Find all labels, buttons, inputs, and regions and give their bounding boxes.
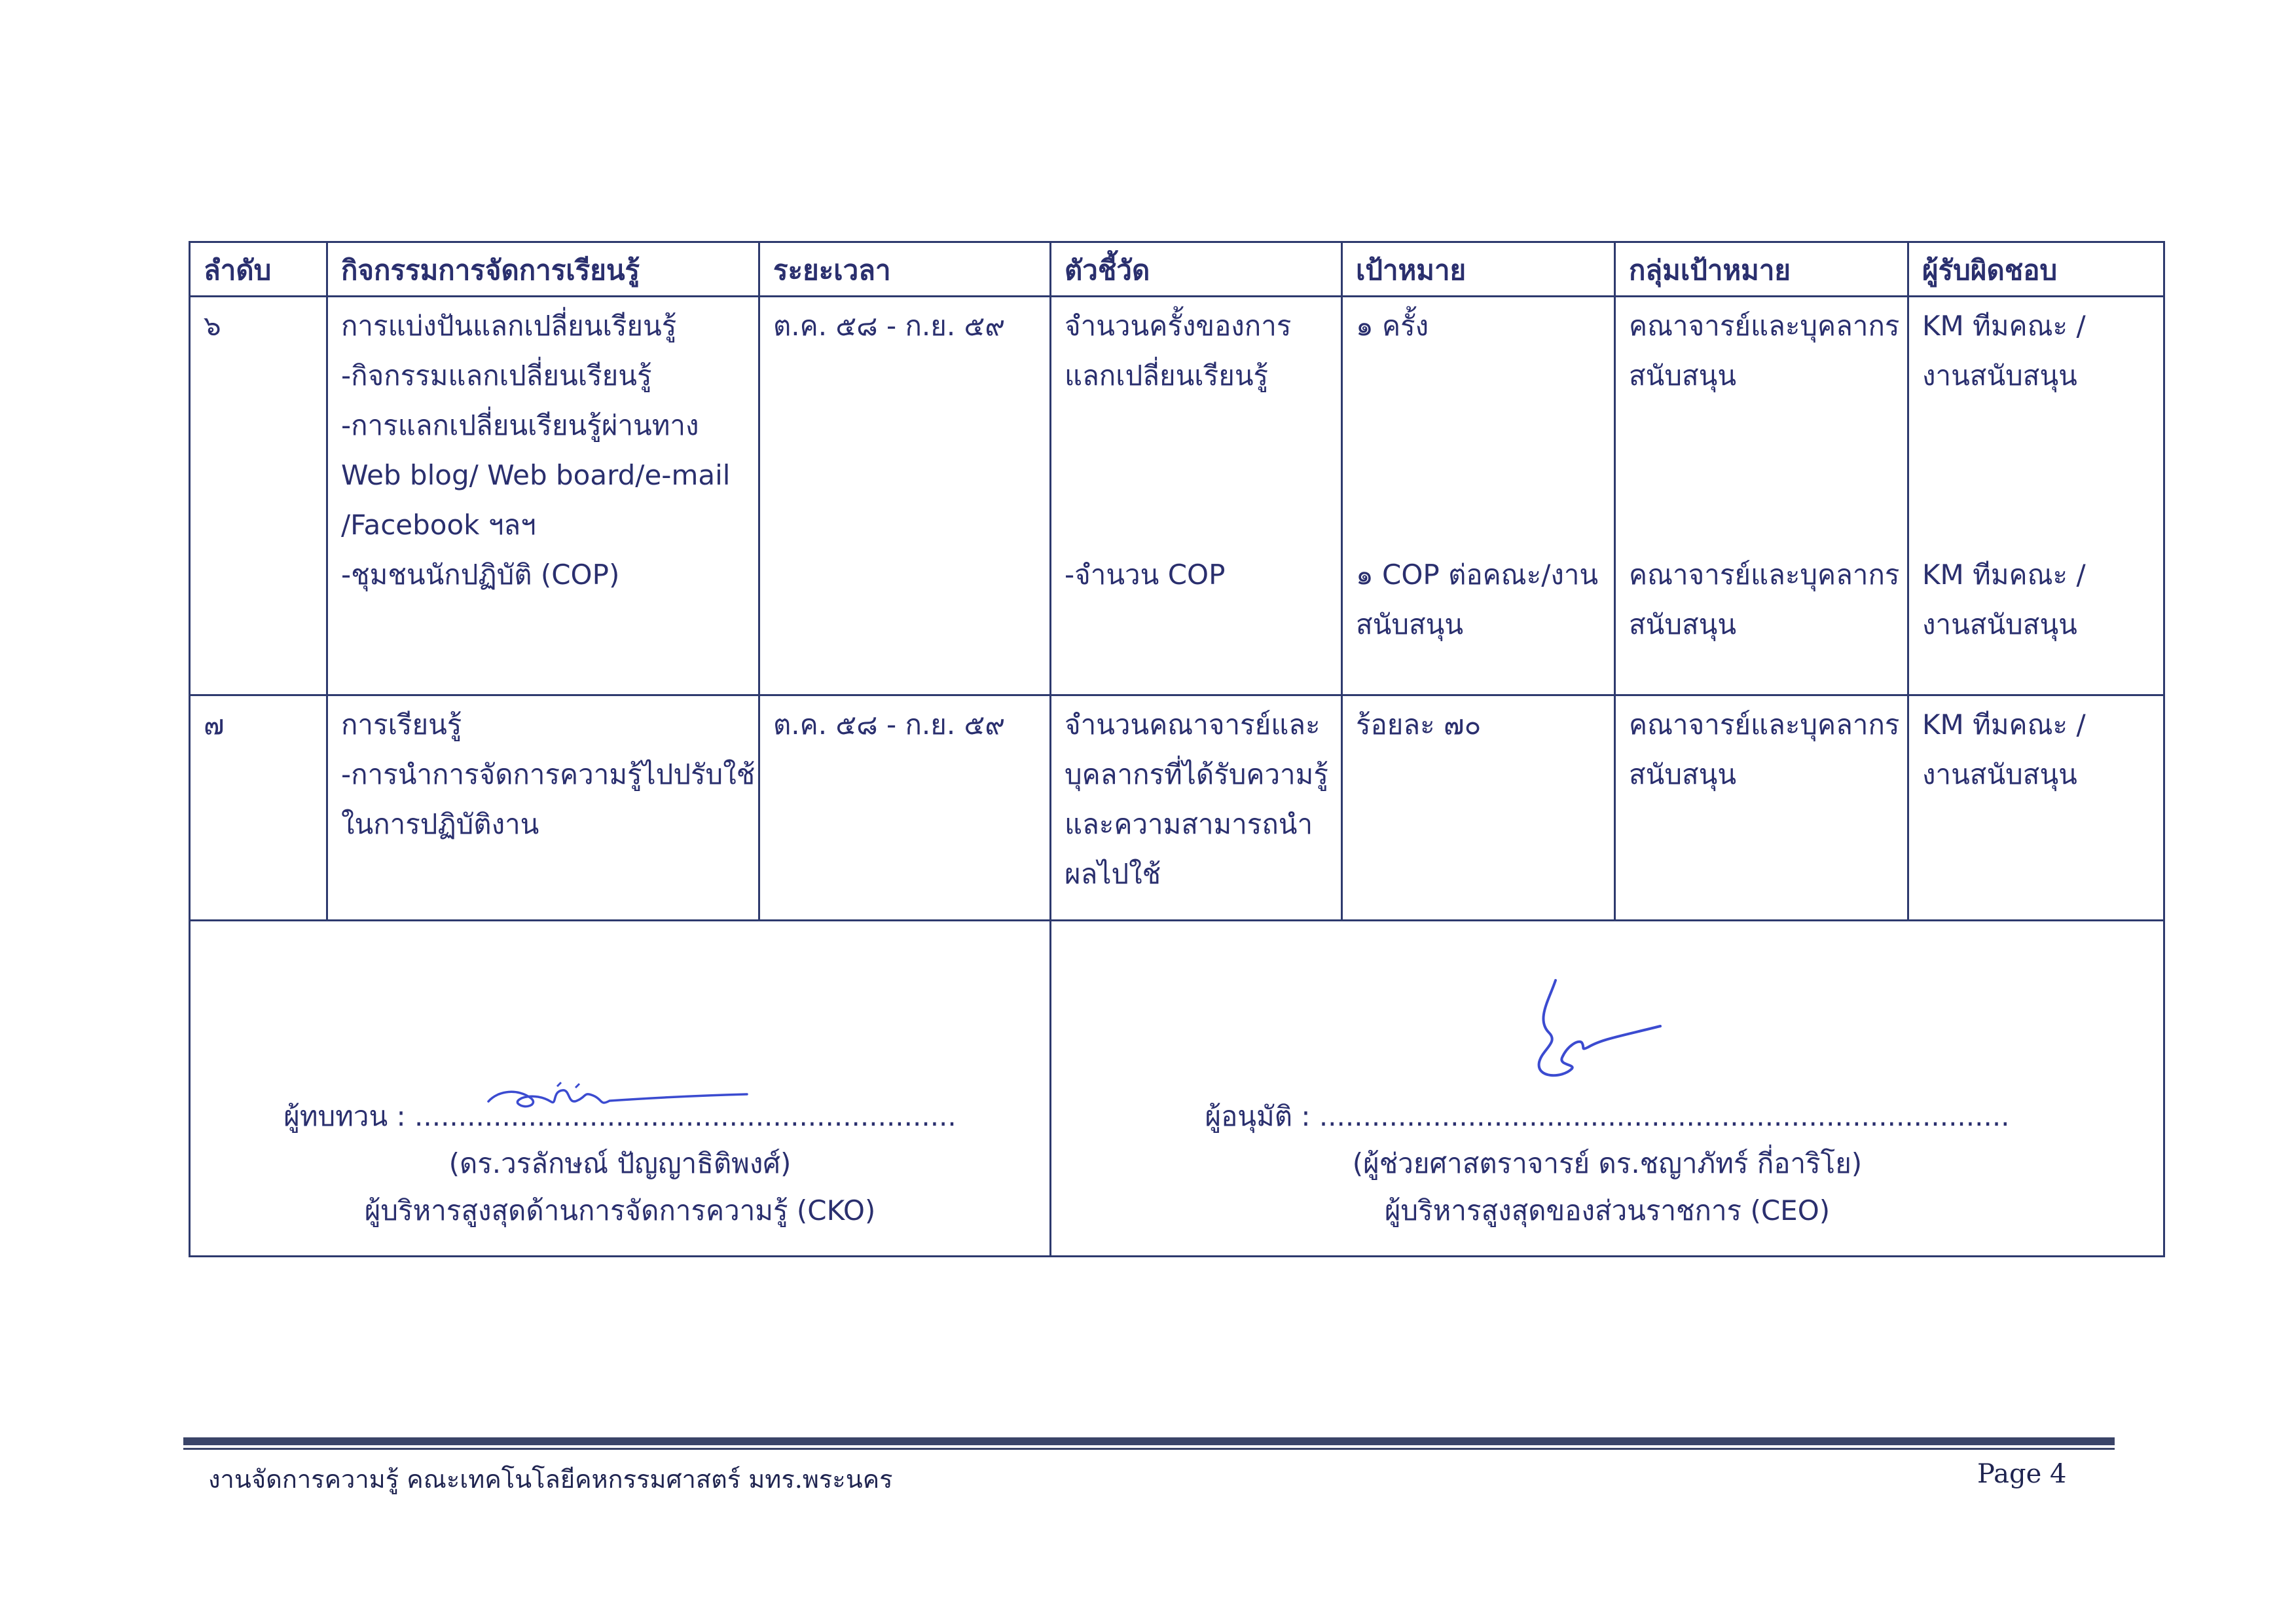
header-no: ลำดับ: [190, 242, 327, 297]
row-indicator: จำนวนครั้งของการ แลกเปลี่ยนเรียนรู้ -จำนวน COP: [1051, 297, 1342, 695]
row-responsible: KM ทีมคณะ / งานสนับสนุน: [1908, 695, 2164, 921]
approver-signature-icon: [1529, 974, 1700, 1085]
row-no: ๖: [190, 297, 327, 695]
row-activity: การแบ่งปันแลกเปลี่ยนเรียนรู้ -กิจกรรมแลกเปลี่ยนเรียนรู้ -การแลกเปลี่ยนเรียนรู้ผ่านทาง Web blog/ Web board/e-mail /Facebook ฯลฯ -ชุมชนนักปฏิบัติ (COP): [327, 297, 759, 695]
header-period: ระยะเวลา: [759, 242, 1051, 297]
header-target: เป้าหมาย: [1342, 242, 1615, 297]
approver-signature-cell: [1051, 921, 2164, 1257]
table-header-row: [190, 242, 2164, 297]
header-activity: กิจกรรมการจัดการเรียนรู้: [327, 242, 759, 297]
reviewer-position: ผู้บริหารสูงสุดด้านการจัดการความรู้ (CKO): [364, 1194, 876, 1227]
page-number: Page 4: [1977, 1459, 2067, 1489]
table-row: [190, 695, 2164, 921]
row-period: ต.ค. ๕๘ - ก.ย. ๕๙: [759, 695, 1051, 921]
row-responsible: KM ทีมคณะ / งานสนับสนุน KM ทีมคณะ / งานสนับสนุน: [1908, 297, 2164, 695]
table-row: [190, 297, 2164, 695]
row-target: ร้อยละ ๗๐: [1342, 695, 1615, 921]
row-period: ต.ค. ๕๘ - ก.ย. ๕๙: [759, 297, 1051, 695]
footer-rule-thin: [183, 1448, 2115, 1450]
row-indicator: จำนวนคณาจารย์และ บุคลากรที่ได้รับความรู้ และความสามารถนำ ผลไปใช้: [1051, 695, 1342, 921]
approver-name: (ผู้ช่วยศาสตราจารย์ ดร.ชญาภัทร์ กี่อาริโย): [1352, 1147, 1863, 1179]
reviewer-name: (ดร.วรลักษณ์ ปัญญาธิติพงศ์): [448, 1147, 792, 1179]
approver-position: ผู้บริหารสูงสุดของส่วนราชการ (CEO): [1384, 1194, 1831, 1227]
row-target-group: คณาจารย์และบุคลากร สนับสนุน: [1615, 695, 1908, 921]
signature-row: [190, 921, 2164, 1257]
reviewer-label: ผู้ทบทวน : ..............................................................: [283, 1100, 957, 1132]
row-target: ๑ ครั้ง ๑ COP ต่อคณะ/งาน สนับสนุน: [1342, 297, 1615, 695]
footer-rule: [183, 1437, 2115, 1445]
footer-department: งานจัดการความรู้ คณะเทคโนโลยีคหกรรมศาสตร์ มทร.พระนคร: [208, 1465, 893, 1494]
approver-label: ผู้อนุมัติ : ...............................................................................: [1205, 1100, 2010, 1132]
reviewer-signature-cell: [190, 921, 1051, 1257]
header-target-group: กลุ่มเป้าหมาย: [1615, 242, 1908, 297]
km-plan-table: [189, 241, 2165, 1257]
row-target-group: คณาจารย์และบุคลากร สนับสนุน คณาจารย์และบุคลากร สนับสนุน: [1615, 297, 1908, 695]
row-activity: การเรียนรู้ -การนำการจัดการความรู้ไปปรับใช้ ในการปฏิบัติงาน: [327, 695, 759, 921]
header-indicator: ตัวชี้วัด: [1051, 242, 1342, 297]
header-responsible: ผู้รับผิดชอบ: [1908, 242, 2164, 297]
row-no: ๗: [190, 695, 327, 921]
